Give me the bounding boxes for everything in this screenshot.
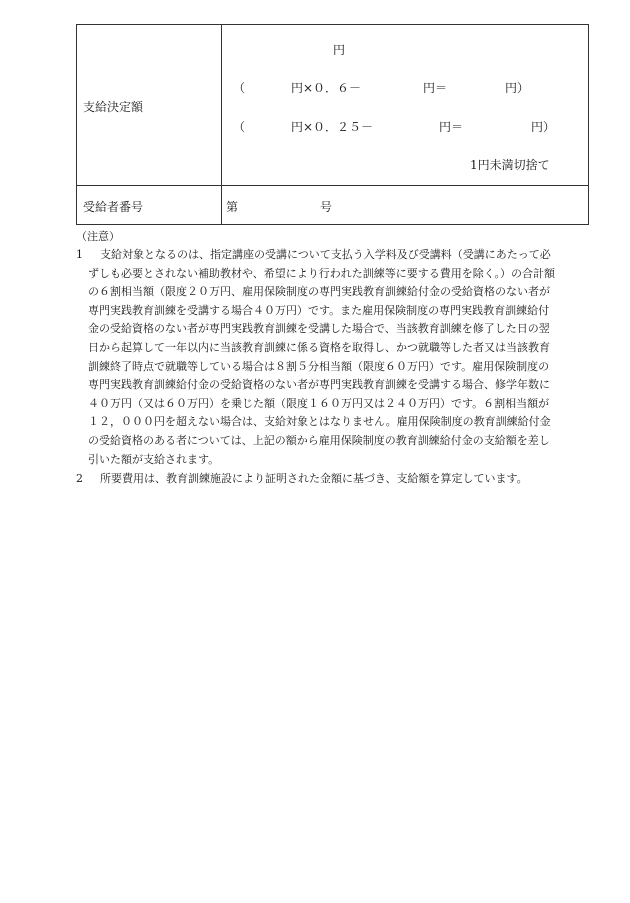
calc1-result: 円） — [505, 81, 530, 95]
note-line: １２，０００円を超えない場合は、支給対象とはなりません。雇用保険制度の教育訓練給付金 — [88, 415, 551, 429]
calc2-multiplier: 円×０．２５－ — [291, 120, 374, 134]
note-line: 訓練終了時点で就職等している場合は８割５分相当額（限度６０万円）です。雇用保険制度の — [88, 359, 550, 373]
note-line: の６割相当額（限度２０万円、雇用保険制度の専門実践教育訓練給付金の受給資格のない者が — [88, 285, 550, 299]
calc1-open-paren: （ — [233, 81, 246, 95]
note-line: 専門実践教育訓練を受講する場合４０万円）です。また雇用保険制度の専門実践教育訓練給付 — [88, 303, 550, 317]
row-divider — [77, 185, 588, 186]
recipient-number-label: 受給者番号 — [83, 200, 144, 214]
calc1-multiplier: 円×０．６－ — [291, 81, 362, 95]
calc2-result: 円） — [531, 120, 556, 134]
rounding-note: 1円未満切捨て — [470, 158, 550, 172]
column-divider — [221, 25, 222, 224]
payment-decision-table — [76, 24, 589, 225]
amount-yen-unit: 円 — [333, 43, 346, 57]
note-number: 1 — [76, 248, 83, 261]
note-line: 支給対象となるのは、指定講座の受講について支払う入学料及び受講料（受講にあたって必 — [100, 248, 551, 261]
note-line: ずしも必要とされない補助教材や、希望により行われた訓練等に要する費用を除く。）の合計額 — [88, 266, 556, 280]
calc1-equals: 円＝ — [423, 81, 448, 95]
note-number: 2 — [76, 472, 83, 485]
calc2-open-paren: （ — [233, 120, 246, 134]
note-line: 金の受給資格のない者が専門実践教育訓練を受講した場合で、当該教育訓練を修了した日の翌 — [88, 322, 550, 336]
note-line: 日から起算して一年以内に当該教育訓練に係る資格を取得し、かつ就職等した者又は当該教育 — [88, 340, 550, 354]
note-body — [88, 470, 570, 489]
note-line: 所要費用は、教育訓練施設により証明された金額に基づき、支給額を算定しています。 — [100, 472, 528, 485]
note-line: の受給資格のある者については、上記の額から雇用保険制度の教育訓練給付金の支給額を差し — [88, 433, 550, 447]
calc2-equals: 円＝ — [439, 120, 464, 134]
notes-heading: （注意） — [76, 230, 120, 243]
note-line: ４０万円（又は６０万円）を乗じた額（限度１６０万円又は２４０万円）です。６割相当額が — [88, 396, 550, 410]
note-line: 引いた額が支給されます。 — [88, 452, 220, 466]
amount-label: 支給決定額 — [83, 100, 144, 114]
recipient-number-prefix: 第 — [226, 200, 239, 214]
recipient-number-suffix: 号 — [320, 200, 333, 214]
note-line: 専門実践教育訓練給付金の受給資格のない者が専門実践教育訓練を受講する場合、修学年数に — [88, 378, 550, 392]
note-body — [88, 246, 570, 469]
